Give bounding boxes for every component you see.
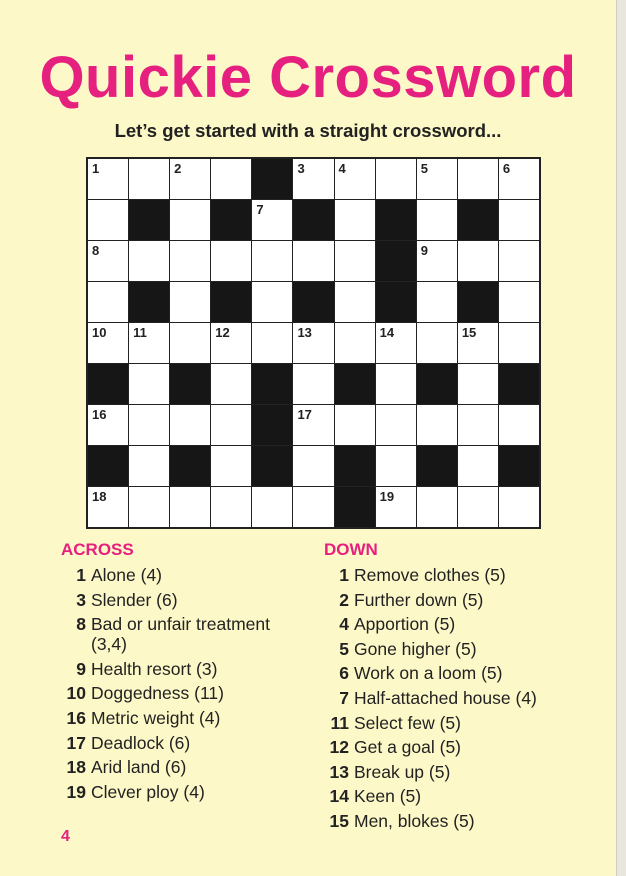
clue-number: 6: [502, 161, 511, 176]
black-square: [211, 282, 251, 322]
black-square: [252, 405, 292, 445]
black-square: [88, 364, 128, 404]
black-square: [376, 282, 416, 322]
across-clue: [60, 614, 300, 654]
grid-cell[interactable]: [129, 446, 169, 486]
grid-cell[interactable]: [88, 405, 128, 445]
clue-number: 17: [297, 407, 312, 422]
grid-cell[interactable]: [499, 241, 539, 281]
black-square: [129, 282, 169, 322]
page-title: Quickie Crossword: [39, 45, 577, 110]
black-square: [211, 200, 251, 240]
clue-number: 4: [339, 614, 349, 635]
grid-cell[interactable]: [211, 323, 251, 363]
black-square: [376, 200, 416, 240]
grid-cell[interactable]: [417, 405, 457, 445]
clue-text: Bad or unfair treatment (3,4): [91, 614, 270, 655]
clue-number: 14: [379, 325, 395, 340]
clue-text: Clever ploy (4): [91, 781, 205, 802]
clue-number: 1: [92, 161, 100, 176]
grid-cell[interactable]: [252, 282, 292, 322]
grid-cell[interactable]: [499, 200, 539, 240]
clue-text: Apportion (5): [354, 614, 456, 635]
clue-text: Slender (6): [91, 589, 178, 610]
grid-cell[interactable]: [170, 323, 210, 363]
grid-cell[interactable]: [170, 282, 210, 322]
grid-cell[interactable]: [293, 405, 333, 445]
clue-number: 7: [339, 687, 349, 708]
down-clue: [323, 590, 613, 610]
grid-cell[interactable]: [458, 364, 498, 404]
grid-cell[interactable]: [211, 241, 251, 281]
clue-number: 19: [379, 489, 395, 504]
down-clue: [323, 639, 613, 659]
across-heading: ACROSS: [61, 540, 134, 559]
clue-text: Keen (5): [354, 786, 422, 807]
grid-cell[interactable]: [88, 200, 128, 240]
grid-cell[interactable]: [417, 487, 457, 527]
black-square: [170, 446, 210, 486]
down-clue: [323, 811, 613, 831]
clue-number: 11: [133, 325, 147, 340]
grid-cell[interactable]: [252, 323, 292, 363]
clue-number: 7: [256, 202, 264, 217]
grid-cell[interactable]: [88, 241, 128, 281]
clue-text: Health resort (3): [91, 658, 218, 679]
grid-cell[interactable]: [211, 159, 251, 199]
grid-cell[interactable]: [376, 405, 416, 445]
clue-number: 1: [76, 565, 86, 585]
clue-number: 2: [339, 589, 349, 610]
grid-cell[interactable]: [170, 200, 210, 240]
black-square: [252, 159, 292, 199]
black-square: [335, 364, 375, 404]
grid-cell[interactable]: [129, 323, 169, 363]
clue-number: 5: [339, 638, 349, 659]
clue-number: 8: [92, 243, 100, 258]
clue-text: Deadlock (6): [91, 732, 191, 753]
clue-text: Break up (5): [354, 761, 451, 782]
black-square: [458, 282, 498, 322]
grid-cell[interactable]: [417, 241, 457, 281]
grid-cell[interactable]: [458, 159, 498, 199]
grid-cell[interactable]: [129, 241, 169, 281]
black-square: [335, 446, 375, 486]
grid-cell[interactable]: [211, 364, 251, 404]
grid-cell[interactable]: [335, 159, 375, 199]
down-clue: [323, 614, 613, 634]
clue-number: 2: [174, 161, 182, 176]
clue-text: Doggedness (11): [91, 683, 224, 704]
grid-cell[interactable]: [335, 405, 375, 445]
clue-text: Further down (5): [354, 589, 484, 610]
clue-text: Get a goal (5): [354, 737, 461, 758]
clue-number: 10: [66, 683, 86, 704]
grid-cell[interactable]: [499, 282, 539, 322]
clue-number: 1: [339, 565, 349, 585]
grid-cell[interactable]: [170, 241, 210, 281]
down-clue-list: [323, 565, 613, 836]
clue-text: Gone higher (5): [354, 638, 477, 659]
black-square: [499, 446, 539, 486]
grid-cell[interactable]: [170, 405, 210, 445]
down-clue: [323, 688, 613, 708]
grid-cell[interactable]: [499, 159, 539, 199]
clue-number: 15: [461, 325, 477, 340]
grid-cell[interactable]: [335, 241, 375, 281]
across-clue: [60, 659, 300, 679]
black-square: [417, 446, 457, 486]
down-clue: [323, 762, 613, 782]
grid-cell[interactable]: [376, 364, 416, 404]
down-clue: [323, 565, 613, 585]
down-clue: [323, 786, 613, 806]
clue-number: 9: [420, 243, 428, 258]
grid-cell[interactable]: [376, 323, 416, 363]
grid-cell[interactable]: [252, 241, 292, 281]
grid-cell[interactable]: [88, 282, 128, 322]
clue-number: 15: [329, 810, 349, 831]
clue-text: Men, blokes (5): [354, 810, 475, 831]
clue-number: 12: [329, 737, 349, 758]
grid-cell[interactable]: [211, 487, 251, 527]
clue-number: 10: [92, 325, 107, 340]
down-clue: [323, 663, 613, 683]
across-clue: [60, 733, 300, 753]
grid-cell[interactable]: [170, 159, 210, 199]
grid-cell[interactable]: [458, 487, 498, 527]
clue-number: 9: [76, 658, 86, 679]
grid-cell[interactable]: [88, 487, 128, 527]
grid-cell[interactable]: [499, 487, 539, 527]
grid-cell[interactable]: [252, 200, 292, 240]
across-clue: [60, 782, 300, 802]
grid-cell[interactable]: [252, 487, 292, 527]
clue-number: 5: [420, 161, 428, 176]
clue-number: 3: [297, 161, 305, 176]
black-square: [293, 282, 333, 322]
clue-number: 14: [329, 786, 349, 807]
across-clue: [60, 590, 300, 610]
grid-cell[interactable]: [417, 159, 457, 199]
grid-cell[interactable]: [376, 446, 416, 486]
grid-cell[interactable]: [211, 405, 251, 445]
clue-number: 3: [76, 589, 86, 610]
clue-text: Arid land (6): [91, 757, 187, 778]
grid-cell[interactable]: [417, 200, 457, 240]
black-square: [499, 364, 539, 404]
clue-number: 16: [92, 407, 107, 422]
clue-text: Alone (4): [91, 565, 163, 585]
across-clue-list: [60, 565, 300, 806]
grid-cell[interactable]: [170, 487, 210, 527]
grid-cell[interactable]: [376, 159, 416, 199]
black-square: [458, 200, 498, 240]
clue-text: Work on a loom (5): [354, 663, 503, 684]
down-clue: [323, 737, 613, 757]
clue-text: Half-attached house (4): [354, 687, 537, 708]
black-square: [129, 200, 169, 240]
clue-number: 8: [76, 614, 86, 635]
page-subtitle: Let’s get started with a straight crossword...: [114, 120, 502, 141]
down-clue: [323, 713, 613, 733]
grid-cell[interactable]: [88, 323, 128, 363]
clue-number: 16: [66, 707, 86, 728]
across-clue: [60, 708, 300, 728]
across-clue: [60, 565, 300, 585]
black-square: [88, 446, 128, 486]
grid-cell[interactable]: [417, 323, 457, 363]
grid-cell[interactable]: [335, 200, 375, 240]
clue-number: 11: [330, 712, 349, 733]
black-square: [252, 446, 292, 486]
black-square: [293, 200, 333, 240]
black-square: [417, 364, 457, 404]
clue-number: 17: [66, 732, 86, 753]
clue-number: 18: [92, 489, 107, 504]
down-heading: DOWN: [324, 540, 378, 559]
clue-number: 12: [215, 325, 230, 340]
page-number: 4: [61, 828, 70, 845]
clue-text: Select few (5): [354, 712, 461, 733]
grid-cell[interactable]: [335, 323, 375, 363]
clue-number: 13: [329, 761, 349, 782]
grid-cell[interactable]: [293, 323, 333, 363]
clue-number: 4: [338, 161, 346, 176]
black-square: [376, 241, 416, 281]
clue-text: Remove clothes (5): [354, 565, 506, 585]
grid-cell[interactable]: [293, 446, 333, 486]
crossword-grid: [86, 157, 541, 529]
grid-cell[interactable]: [129, 159, 169, 199]
grid-cell[interactable]: [376, 487, 416, 527]
clue-text: Metric weight (4): [91, 707, 221, 728]
clue-number: 6: [339, 663, 349, 684]
grid-cell[interactable]: [211, 446, 251, 486]
grid-cell[interactable]: [458, 323, 498, 363]
clue-number: 19: [66, 781, 86, 802]
grid-cell[interactable]: [129, 405, 169, 445]
grid-cell[interactable]: [458, 241, 498, 281]
black-square: [335, 487, 375, 527]
black-square: [252, 364, 292, 404]
across-clue: [60, 683, 300, 703]
grid-cell[interactable]: [293, 241, 333, 281]
page-edge: [616, 0, 626, 876]
grid-cell[interactable]: [499, 405, 539, 445]
grid-cell[interactable]: [293, 364, 333, 404]
grid-cell[interactable]: [293, 159, 333, 199]
across-clue: [60, 757, 300, 777]
grid-cell[interactable]: [499, 323, 539, 363]
grid-cell[interactable]: [129, 364, 169, 404]
grid-cell[interactable]: [458, 405, 498, 445]
clue-number: 13: [297, 325, 312, 340]
clue-number: 18: [66, 757, 86, 778]
grid-cell[interactable]: [335, 282, 375, 322]
grid-cell[interactable]: [129, 487, 169, 527]
grid-cell[interactable]: [458, 446, 498, 486]
grid-cell[interactable]: [293, 487, 333, 527]
grid-cell[interactable]: [417, 282, 457, 322]
black-square: [170, 364, 210, 404]
grid-cell[interactable]: [88, 159, 128, 199]
